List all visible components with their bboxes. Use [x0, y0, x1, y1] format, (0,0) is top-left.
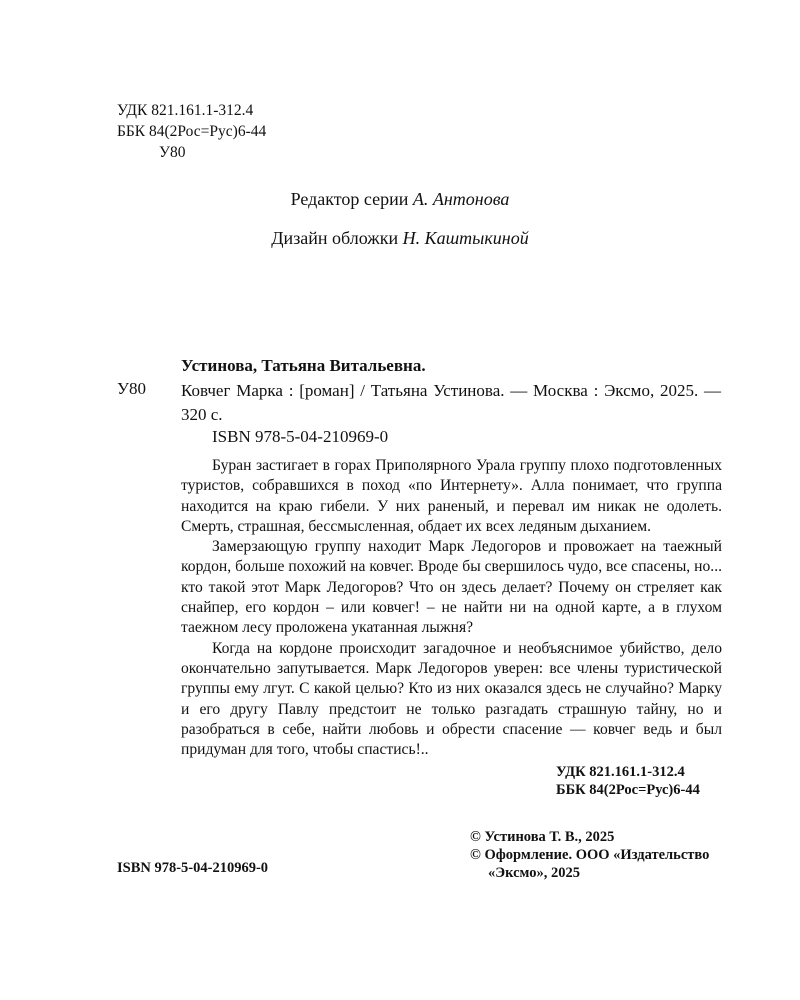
record-isbn: ISBN 978-5-04-210969-0 — [212, 427, 389, 446]
udk-code-repeat: УДК 821.161.1-312.4 — [556, 764, 685, 780]
annotation-paragraph: Замерзающую группу находит Марк Ледогоров и провожает на таежный кордон, больше похожий на ковчег. Вроде бы свершилось чудо, все спасены, но... кто такой этот Марк Ледогоров? Что он здесь делает? Почему он стреляет как снайпер, его кордон – или ковчег! – не найти ни на одной карте, а в глухом таежном лесу проложена укатанная лыжня? — [181, 538, 722, 637]
record-author-mark: У80 — [117, 379, 147, 398]
copyright-author: © Устинова Т. В., 2025 — [470, 829, 615, 845]
record-title-line: Ковчег Марка : [роман] / Татьяна Устинова. — Москва : Эксмо, 2025. — 320 с. — [181, 381, 721, 424]
classification-repeat — [556, 763, 700, 799]
author-mark: У80 — [159, 144, 186, 161]
annotation — [181, 456, 722, 760]
cover-design-label: Дизайн обложки — [271, 228, 399, 248]
cover-design-credit — [0, 228, 800, 249]
series-editor-name: А. Антонова — [412, 189, 510, 209]
udk-code: УДК 821.161.1-312.4 — [117, 102, 254, 119]
copyright-publisher: «Эксмо», 2025 — [488, 865, 580, 881]
series-editor-label: Редактор серии — [290, 189, 409, 209]
isbn-footer: ISBN 978-5-04-210969-0 — [117, 860, 269, 876]
bbk-code-repeat: ББК 84(2Рос=Рус)6-44 — [556, 782, 700, 798]
cover-design-name: Н. Каштыкиной — [402, 228, 529, 248]
series-editor-credit — [0, 189, 800, 210]
copyright-design: © Оформление. ООО «Издательство — [470, 847, 710, 863]
record-title — [181, 379, 721, 427]
record-author: Устинова, Татьяна Витальевна. — [181, 356, 426, 375]
copyright-block — [470, 828, 709, 882]
annotation-paragraph: Когда на кордоне происходит загадочное и необъяснимое убийство, дело окончательно запутывается. Марк Ледогоров уверен: все члены туристической группы ему лгут. С какой целью? Кто из них оказался здесь не случайно? Марку и его другу Павлу предстоит не только разгадать страшную тайну, но и разобраться в себе, найти любовь и обрести спасение — ковчег ведь и был придуман для того, чтобы спастись!.. — [181, 639, 722, 759]
classification-codes — [117, 100, 266, 163]
bbk-code: ББК 84(2Рос=Рус)6-44 — [117, 123, 267, 140]
annotation-paragraph: Буран застигает в горах Приполярного Урала группу плохо подготовленных туристов, собравшихся в поход «по Интернету». Алла понимает, что группа находится на краю гибели. У них раненый, и перевал им никак не одолеть. Смерть, страшная, бессмысленная, обдает их всех ледяным дыханием. — [181, 457, 722, 535]
